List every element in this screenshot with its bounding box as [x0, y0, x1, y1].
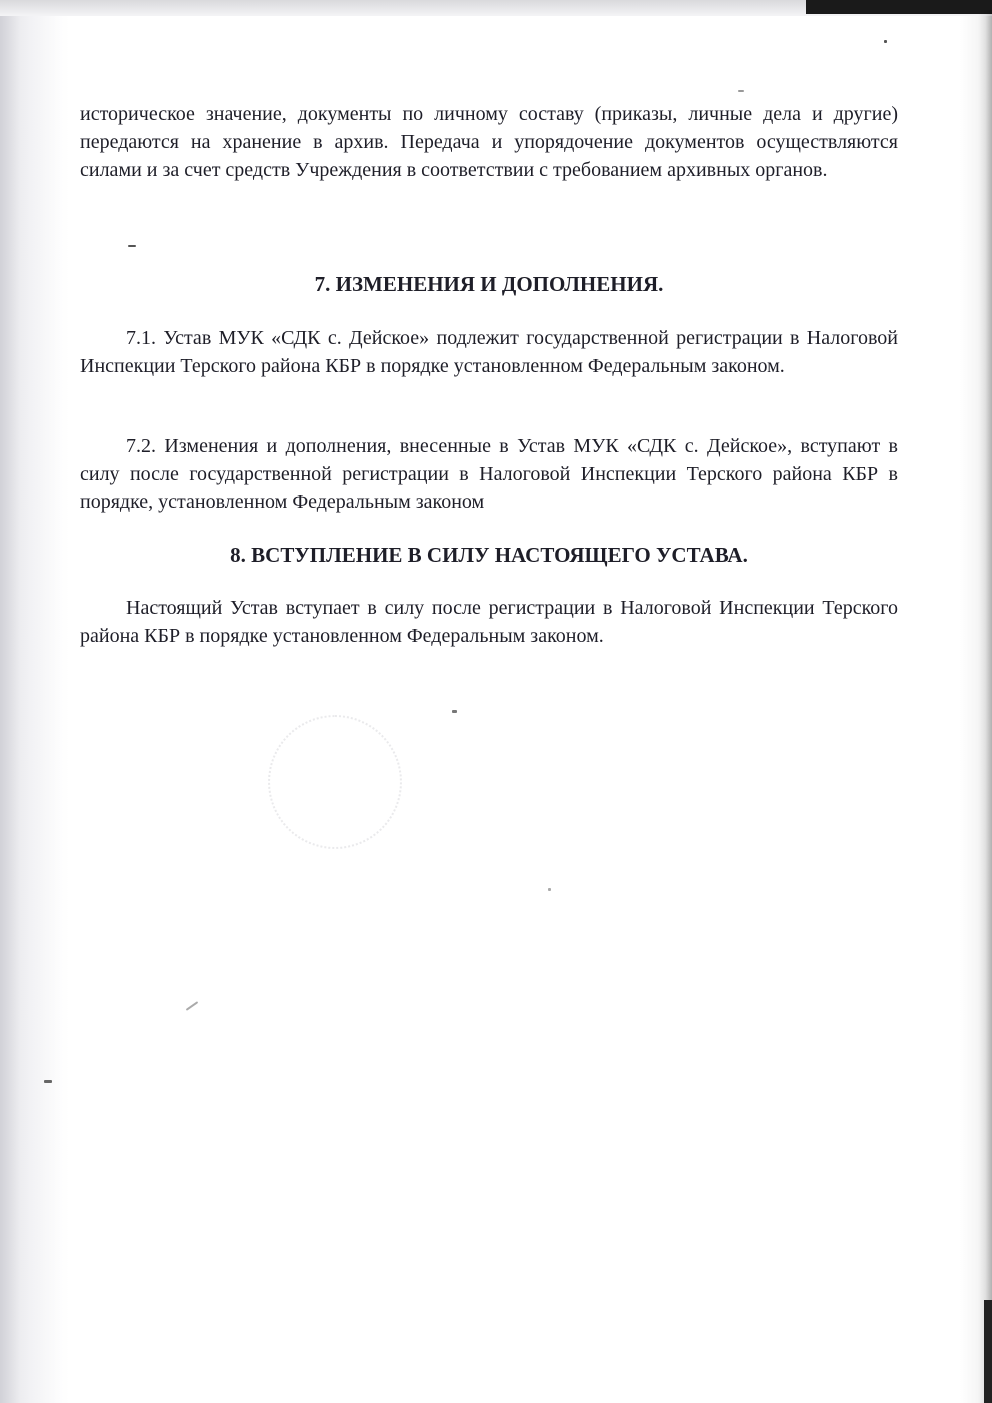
scan-speck: [452, 710, 457, 713]
scan-right-edge: [978, 10, 992, 1403]
scan-left-shadow: [0, 0, 60, 1403]
section-7-paragraph-2: 7.2. Изменения и дополнения, внесенные в Устав МУК «СДК с. Дейское», вступают в силу после государственной регистрации в Налоговой Инспекции Терского района КБР в порядке, установленном Федеральным законом: [80, 435, 898, 513]
scan-speck: [884, 40, 887, 43]
scan-speck: [548, 888, 551, 891]
scan-speck: [738, 90, 744, 92]
section-8-paragraph-1: Настоящий Устав вступает в силу после регистрации в Налоговой Инспекции Терского района КБР в порядке установленном Федеральным законом.: [80, 597, 898, 647]
scan-speck: [128, 245, 136, 247]
scan-top-edge-dark: [806, 0, 992, 14]
section-7-paragraph-1: 7.1. Устав МУК «СДК с. Дейское» подлежит государственной регистрации в Налоговой Инспекции Терского района КБР в порядке установленном Федеральным законом.: [80, 327, 898, 377]
section-8-heading: 8. ВСТУПЛЕНИЕ В СИЛУ НАСТОЯЩЕГО УСТАВА.: [230, 543, 748, 567]
scan-right-edge-dark: [984, 1300, 992, 1403]
section-7-heading: 7. ИЗМЕНЕНИЯ И ДОПОЛНЕНИЯ.: [314, 272, 664, 296]
intro-paragraph: историческое значение, документы по личному составу (приказы, личные дела и другие) передаются на хранение в архив. Передача и упорядочение документов осуществляются силами и за счет средств Учреждения в соответствии с требованием архивных органов.: [80, 103, 898, 181]
scan-speck: [44, 1080, 52, 1083]
faint-stamp-impression: [268, 715, 402, 849]
scan-speck: [186, 1001, 199, 1011]
